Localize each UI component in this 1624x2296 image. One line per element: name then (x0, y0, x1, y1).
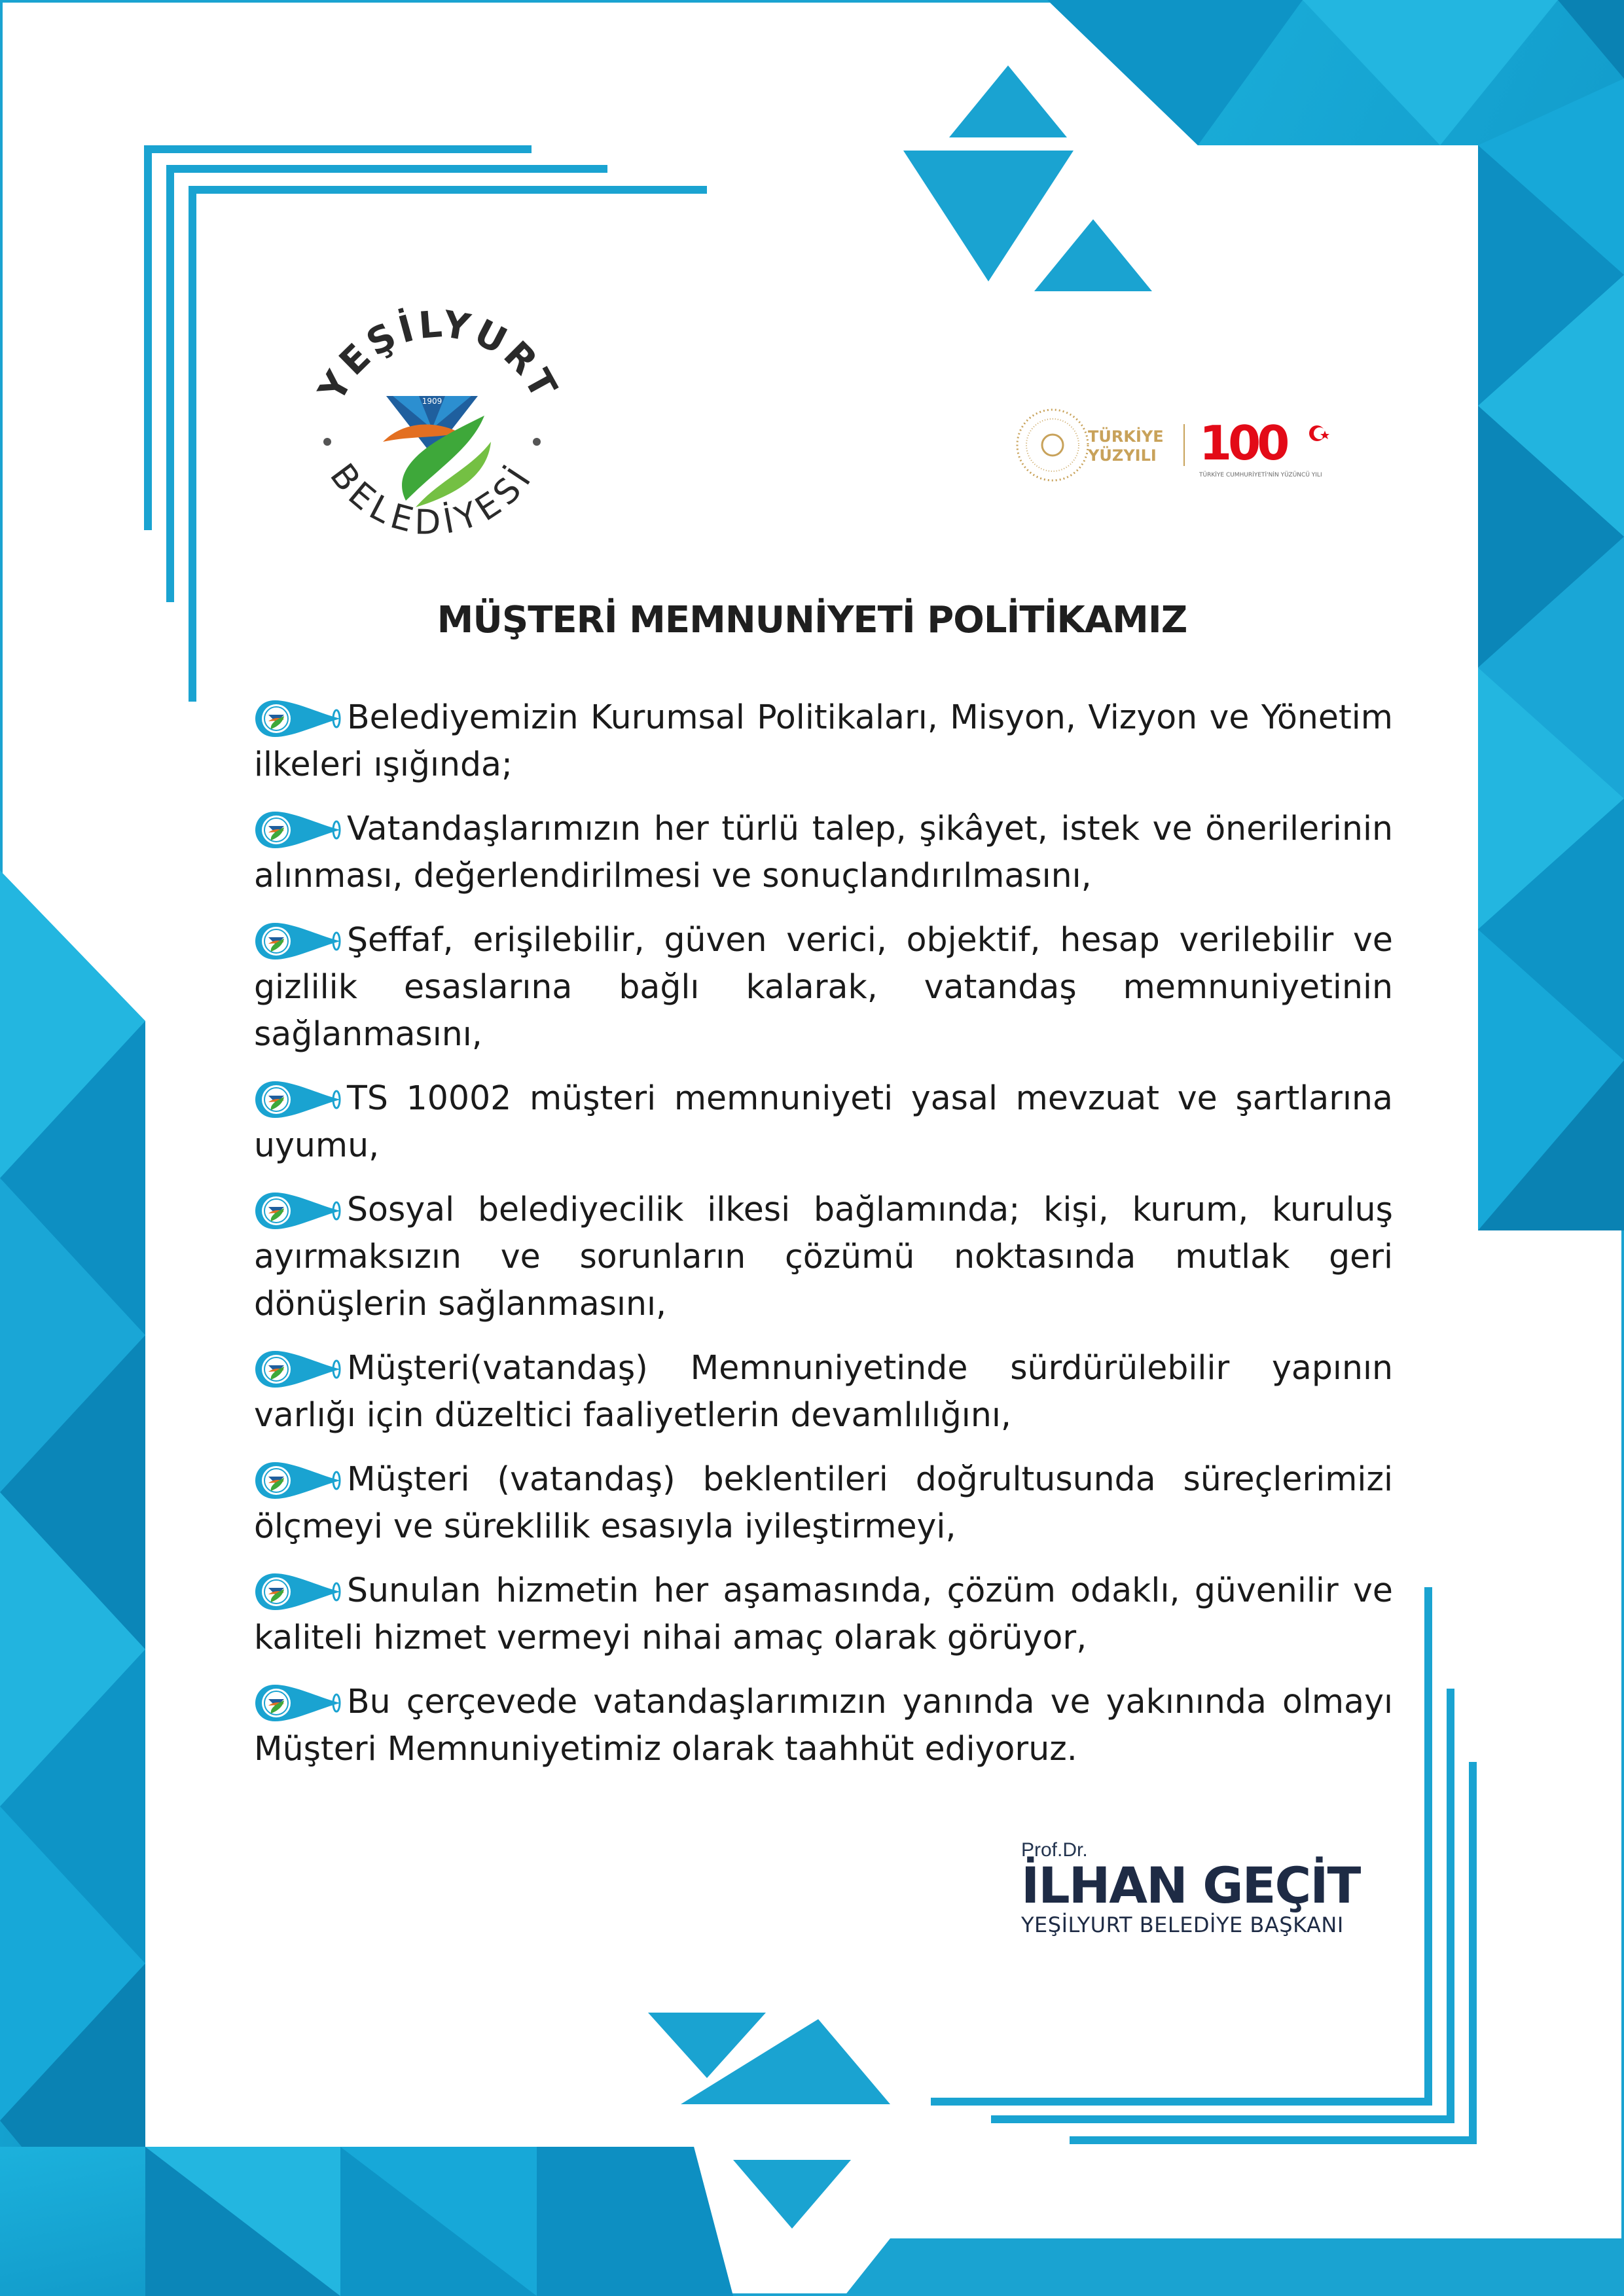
policy-item-text: Müşteri (vatandaş) beklentileri doğrultusunda süreçlerimizi ölçmeyi ve süreklilik esasıyla iyileştirmeyi, (254, 1460, 1393, 1545)
policy-item (254, 1344, 1393, 1439)
logo-pin-bullet-icon (254, 916, 346, 963)
svg-text:YEŞİLYURT (310, 303, 567, 409)
logo-ring-top-text: YEŞİLYURT (310, 303, 567, 409)
logo-pin-bullet-icon (254, 1186, 346, 1233)
crescent-star-icon (1309, 425, 1329, 441)
page-title: MÜŞTERİ MEMNUNİYETİ POLİTİKAMIZ (437, 599, 1187, 641)
centenary-line1: TÜRKİYE (1088, 427, 1164, 446)
policy-item-text: Sosyal belediyecilik ilkesi bağlamında; kişi, kurum, kuruluş ayırmaksızın ve sorunların çözümü noktasında mutlak geri dönüşlerin sağlanmasını, (254, 1190, 1393, 1323)
top-floating-triangles (903, 65, 1152, 291)
policy-item-text: TS 10002 müşteri memnuniyeti yasal mevzuat ve şartlarına uyumu, (254, 1079, 1393, 1164)
policy-item (254, 1456, 1393, 1550)
logo-pin-bullet-icon (254, 805, 346, 852)
left-triangle-pattern (0, 870, 145, 2296)
centenary-line2: YÜZYILI (1088, 446, 1157, 465)
turkiye-yuzyili-logo (1015, 406, 1342, 484)
policy-item (254, 694, 1393, 788)
policy-item-text: Belediyemizin Kurumsal Politikaları, Misyon, Vizyon ve Yönetim ilkeleri ışığında; (254, 698, 1393, 783)
signature-name: İLHAN GEÇİT (1021, 1856, 1360, 1914)
centenary-number: 100 (1199, 416, 1286, 471)
policy-item (254, 916, 1393, 1058)
policy-list (254, 694, 1393, 1789)
policy-item (254, 1678, 1393, 1772)
policy-item-text: Sunulan hizmetin her aşamasında, çözüm odaklı, güvenilir ve kaliteli hizmet vermeyi nihai amaç olarak görüyor, (254, 1571, 1393, 1657)
policy-item-text: Müşteri(vatandaş) Memnuniyetinde sürdürülebilir yapının varlığı için düzeltici faaliyetlerin devamlılığını, (254, 1348, 1393, 1434)
policy-item (254, 805, 1393, 899)
sun-emblem (1017, 410, 1088, 480)
logo-pin-bullet-icon (254, 1456, 346, 1503)
logo-pin-bullet-icon (254, 1678, 346, 1725)
logo-emblem (383, 396, 491, 507)
policy-item-text: Bu çerçevede vatandaşlarımızın yanında ve yakınında olmayı Müşteri Memnuniyetimiz olarak taahhüt ediyoruz. (254, 1682, 1393, 1768)
logo-pin-bullet-icon (254, 1344, 346, 1391)
logo-year: 1909 (422, 397, 442, 406)
signature-role: YEŞİLYURT BELEDİYE BAŞKANI (1021, 1912, 1344, 1937)
policy-item-text: Şeffaf, erişilebilir, güven verici, objektif, hesap verilebilir ve gizlilik esaslarına bağlı kalarak, vatandaş memnuniyetinin sağlanmasını, (254, 920, 1393, 1053)
municipality-logo (295, 291, 569, 566)
policy-item (254, 1567, 1393, 1661)
policy-item (254, 1186, 1393, 1327)
logo-ring-bottom-text: BELEDİYESİ (322, 456, 542, 543)
logo-pin-bullet-icon (254, 694, 346, 741)
policy-item-text: Vatandaşlarımızın her türlü talep, şikâyet, istek ve önerilerinin alınması, değerlendirilmesi ve sonuçlandırılmasını, (254, 809, 1393, 895)
logo-pin-bullet-icon (254, 1075, 346, 1122)
signature-block (1021, 1839, 1388, 1937)
signature-prefix: Prof.Dr. (1021, 1839, 1088, 1861)
logo-pin-bullet-icon (254, 1567, 346, 1614)
policy-item (254, 1075, 1393, 1169)
centenary-caption: TÜRKİYE CUMHURİYETİ'NİN YÜZÜNCÜ YILI (1199, 472, 1322, 478)
